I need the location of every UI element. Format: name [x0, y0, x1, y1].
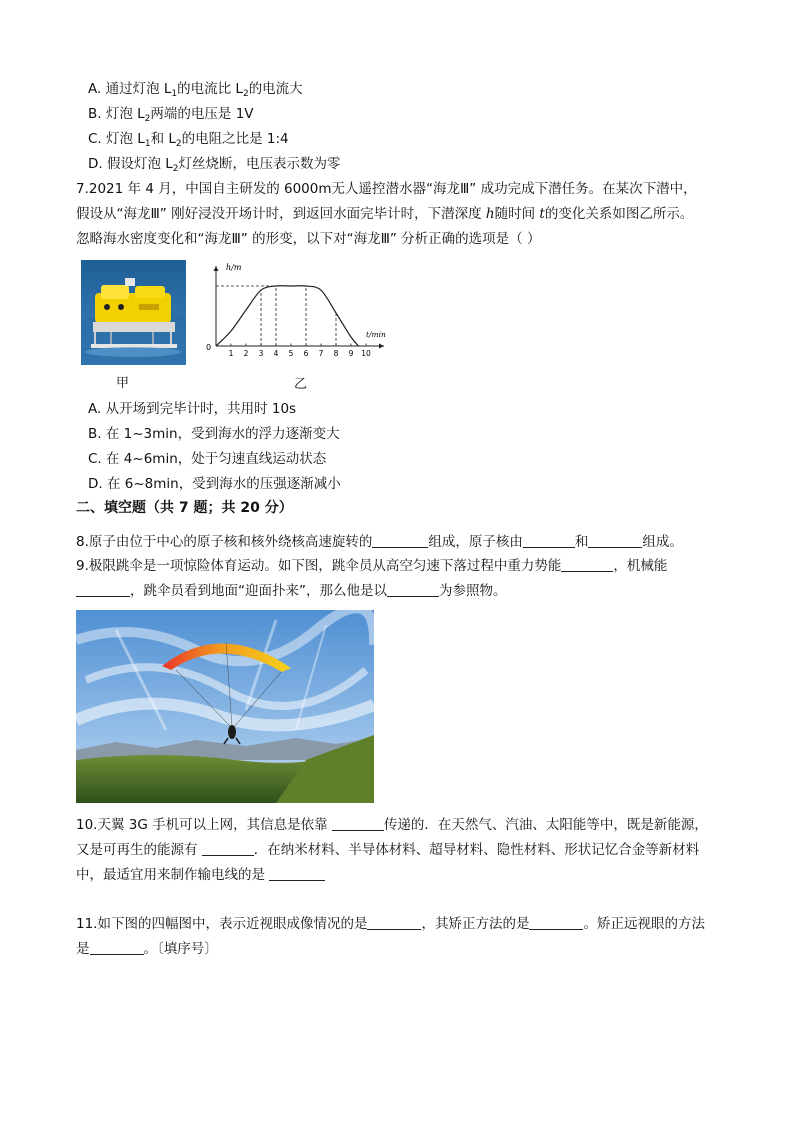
chart-origin-label: 0: [206, 343, 212, 352]
q10-text-line1: 10.天翼 3G 手机可以上网，其信息是依靠 传递的．在天然气、汽油、太阳能等中，既是新能源，: [76, 817, 708, 833]
chart-x-tick-label: 6: [303, 349, 309, 358]
q7-option-d: D. 在 6~8min，受到海水的压强逐渐减小: [88, 476, 341, 492]
q6-option-b: B. 灯泡 $L_2$两端的电压是 1V: [88, 106, 254, 124]
q9-blank-3[interactable]: [387, 582, 439, 597]
q7-stem-line2: 假设从“海龙Ⅲ” 刚好浸没开场计时，到返回水面完毕计时，下潜深度 h随时间 t的变化关系如图乙所示。: [76, 206, 694, 222]
q7-stem-line3: 忽略海水密度变化和“海龙Ⅲ” 的形变，以下对“海龙Ⅲ” 分析正确的选项是（ ）: [76, 231, 541, 247]
q7-option-b: B. 在 1~3min，受到海水的浮力逐渐变大: [88, 426, 340, 442]
q11-blank-3[interactable]: [90, 940, 144, 955]
depth-curve: [216, 286, 359, 346]
q6-option-a: A. 通过灯泡 $L_1$的电流比 $L_2$的电流大: [88, 81, 303, 99]
q8-blank-1[interactable]: [372, 533, 428, 548]
q8-blank-3[interactable]: [588, 533, 642, 548]
q7-stem-line1: 7.2021 年 4 月，中国自主研发的 6000m无人遥控潜水器“海龙Ⅲ” 成功完成下潜任务。在某次下潜中，: [76, 181, 697, 197]
q11-text-line2: 是 。〔填序号〕: [76, 941, 218, 957]
chart-x-tick-label: 1: [228, 349, 234, 358]
section-title: 二、填空题（共 7 题；共 20 分）: [76, 500, 293, 516]
q8-blank-2[interactable]: [523, 533, 575, 548]
chart-x-tick-label: 5: [288, 349, 294, 358]
chart-x-tick-label: 7: [318, 349, 324, 358]
q10-text-line2: 又是可再生的能源有 ．在纳米材料、半导体材料、超导材料、隐性材料、形状记忆合金等新材料: [76, 842, 700, 858]
submersible-photo: [81, 260, 186, 365]
q10-text-line3: 中，最适宜用来制作输电线的是: [76, 866, 325, 884]
chart-x-tick-label: 2: [243, 349, 249, 358]
q9-blank-1[interactable]: [561, 557, 613, 572]
paraglider-photo: [76, 610, 374, 803]
q11-blank-2[interactable]: [529, 915, 583, 930]
q6-option-d: D. 假设灯泡 $L_2$灯丝烧断，电压表示数为零: [88, 156, 341, 174]
figure-label-jia: 甲: [116, 376, 130, 391]
chart-x-tick-label: 4: [273, 349, 279, 358]
q8-text: 8.原子由位于中心的原子核和核外绕核高速旋转的 组成，原子核由 和 组成。: [76, 534, 683, 550]
q9-text-line2: ，跳伞员看到地面“迎面扑来”，那么他是以 为参照物。: [76, 582, 507, 600]
q10-blank-3[interactable]: [269, 866, 325, 881]
q6-option-c: C. 灯泡 $L_1$和 $L_2$的电阻之比是 1:4: [88, 131, 289, 149]
q9-text-line1: 9.极限跳伞是一项惊险体育运动。如下图，跳伞员从高空匀速下落过程中重力势能 ，机械能: [76, 558, 668, 574]
q7-option-c: C. 在 4~6min，处于匀速直线运动状态: [88, 451, 327, 467]
q7-option-a: A. 从开场到完毕计时，共用时 10s: [88, 401, 297, 417]
chart-x-tick-label: 10: [361, 349, 371, 358]
chart-y-axis-label: h/m: [226, 263, 242, 272]
figure-label-yi: 乙: [294, 377, 308, 392]
chart-x-arrow: [379, 344, 384, 349]
chart-x-tick-label: 9: [348, 349, 354, 358]
q11-text-line1: 11.如下图的四幅图中，表示近视眼成像情况的是 ，其矫正方法的是 。矫正远视眼的方法: [76, 916, 705, 932]
chart-x-tick-label: 3: [258, 349, 264, 358]
chart-y-arrow: [214, 266, 219, 271]
q11-blank-1[interactable]: [367, 915, 421, 930]
depth-time-chart: [200, 258, 396, 370]
q10-blank-1[interactable]: [332, 816, 384, 831]
q9-blank-2[interactable]: [76, 582, 130, 597]
chart-x-tick-label: 8: [333, 349, 339, 358]
chart-x-axis-label: t/min: [366, 330, 386, 339]
q10-blank-2[interactable]: [202, 841, 254, 856]
